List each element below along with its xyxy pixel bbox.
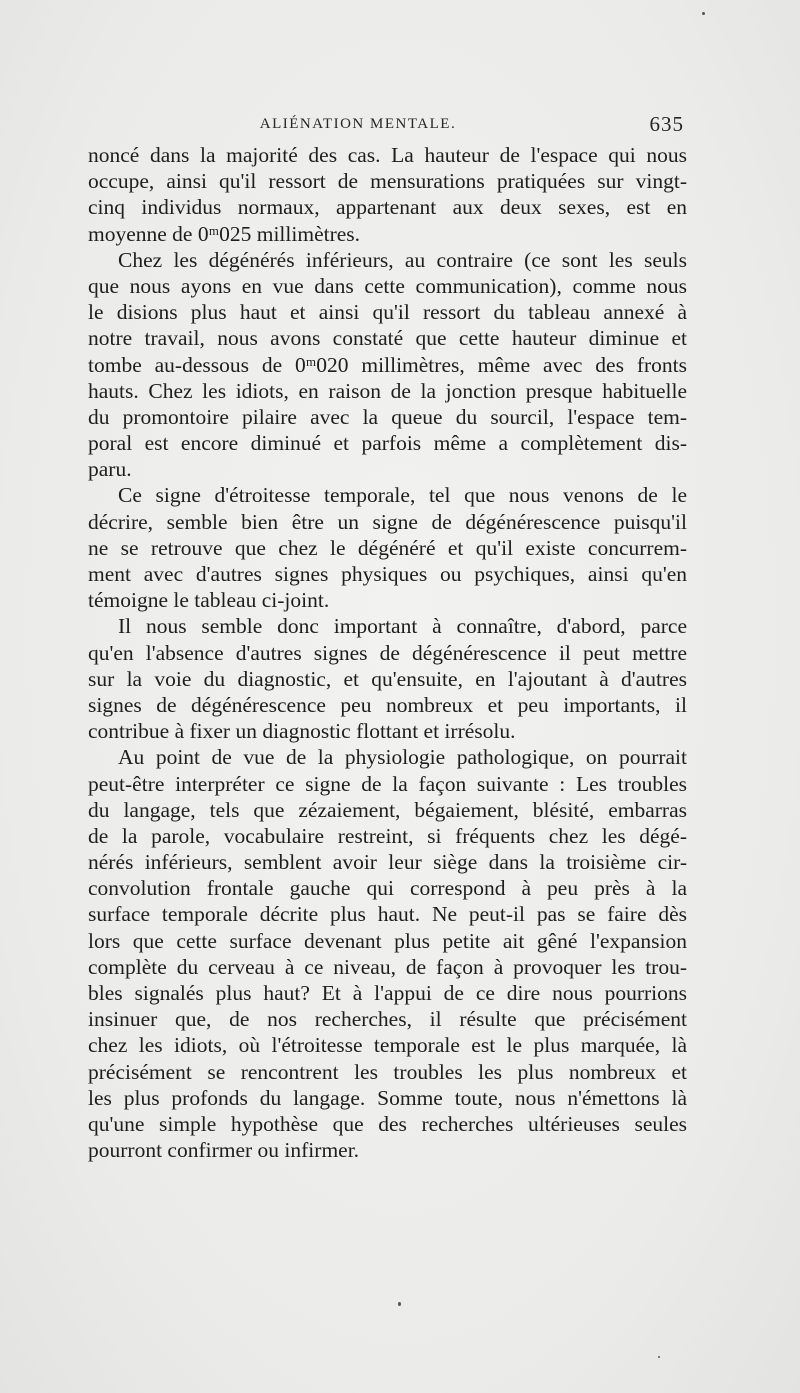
page-header <box>88 112 684 140</box>
print-speck <box>398 1302 401 1306</box>
text-line: peut-être interpréter ce signe de la façon suivante : Les troubles <box>88 771 687 796</box>
text-line: signes de dégénérescence peu nombreux et peu importants, il <box>88 692 687 717</box>
text-line: qu'en l'absence d'autres signes de dégénérescence il peut mettre <box>88 640 687 665</box>
text-line: du promontoire pilaire avec la queue du sourcil, l'espace tem- <box>88 404 687 429</box>
text-line: poral est encore diminué et parfois même a complètement dis- <box>88 431 687 456</box>
text-line: insinuer que, de nos recherches, il résulte que précisément <box>88 1007 687 1032</box>
body-text <box>88 142 687 1163</box>
text-line: Chez les dégénérés inférieurs, au contraire (ce sont les seuls <box>118 247 687 272</box>
text-line: de la parole, vocabulaire restreint, si fréquents chez les dégé- <box>88 823 687 848</box>
text-line: pourront confirmer ou infirmer. <box>88 1138 360 1163</box>
paragraph <box>88 247 687 483</box>
text-line: du langage, tels que zézaiement, bégaiement, blésité, embarras <box>88 797 687 822</box>
text-line: lors que cette surface devenant plus petite ait gêné l'expansion <box>88 928 687 953</box>
text-line: nérés inférieurs, semblent avoir leur siège dans la troisième cir- <box>88 850 687 875</box>
text-line: occupe, ainsi qu'il ressort de mensurations pratiquées sur vingt- <box>88 169 687 194</box>
paragraph <box>88 142 687 247</box>
print-speck <box>658 1356 660 1358</box>
text-line: convolution frontale gauche qui correspond à peu près à la <box>88 876 687 901</box>
text-line: témoigne le tableau ci-joint. <box>88 588 330 613</box>
page-number: 635 <box>649 112 684 136</box>
text-line: les plus profonds du langage. Somme toute, nous n'émettons là <box>88 1085 687 1110</box>
text-line: bles signalés plus haut? Et à l'appui de ce dire nous pourrions <box>88 981 687 1005</box>
text-line: hauts. Chez les idiots, en raison de la jonction presque habituelle <box>88 378 687 403</box>
text-line: moyenne de 0ᵐ025 millimètres. <box>88 221 361 246</box>
running-title: ALIÉNATION MENTALE. <box>259 116 457 132</box>
text-line: noncé dans la majorité des cas. La hauteur de l'espace qui nous <box>88 143 687 167</box>
text-line: notre travail, nous avons constaté que cette hauteur diminue et <box>88 326 687 351</box>
print-speck <box>702 12 705 15</box>
text-line: sur la voie du diagnostic, et qu'ensuite, en l'ajoutant à d'autres <box>88 666 687 691</box>
text-line: ne se retrouve que chez le dégénéré et qu'il existe concurrem- <box>88 535 687 560</box>
paragraph <box>88 744 687 1163</box>
text-line: cinq individus normaux, appartenant aux deux sexes, est en <box>88 195 687 220</box>
paragraph <box>88 482 687 613</box>
text-line: chez les idiots, où l'étroitesse temporale est le plus marquée, là <box>88 1033 687 1058</box>
text-line: contribue à fixer un diagnostic flottant et irrésolu. <box>88 719 516 744</box>
text-line: Au point de vue de la physiologie pathologique, on pourrait <box>118 745 687 770</box>
paragraph <box>88 613 687 744</box>
text-line: précisément se rencontrent les troubles les plus nombreux et <box>88 1059 687 1084</box>
text-line: Il nous semble donc important à connaître, d'abord, parce <box>118 614 687 639</box>
text-line: qu'une simple hypothèse que des recherches ultérieuses seules <box>88 1111 687 1136</box>
text-line: complète du cerveau à ce niveau, de façon à provoquer les trou- <box>88 954 687 979</box>
text-line: paru. <box>88 457 132 482</box>
text-line: surface temporale décrite plus haut. Ne peut-il pas se faire dès <box>88 902 687 927</box>
text-line: Ce signe d'étroitesse temporale, tel que nous venons de le <box>118 483 687 508</box>
text-line: décrire, semble bien être un signe de dégénérescence puisqu'il <box>88 509 687 534</box>
text-line: que nous ayons en vue dans cette communication), comme nous <box>88 273 687 298</box>
text-line: ment avec d'autres signes physiques ou psychiques, ainsi qu'en <box>88 562 687 586</box>
text-line: le disions plus haut et ainsi qu'il ressort du tableau annexé à <box>88 300 687 325</box>
text-line: tombe au-dessous de 0ᵐ020 millimètres, même avec des fronts <box>88 352 687 377</box>
